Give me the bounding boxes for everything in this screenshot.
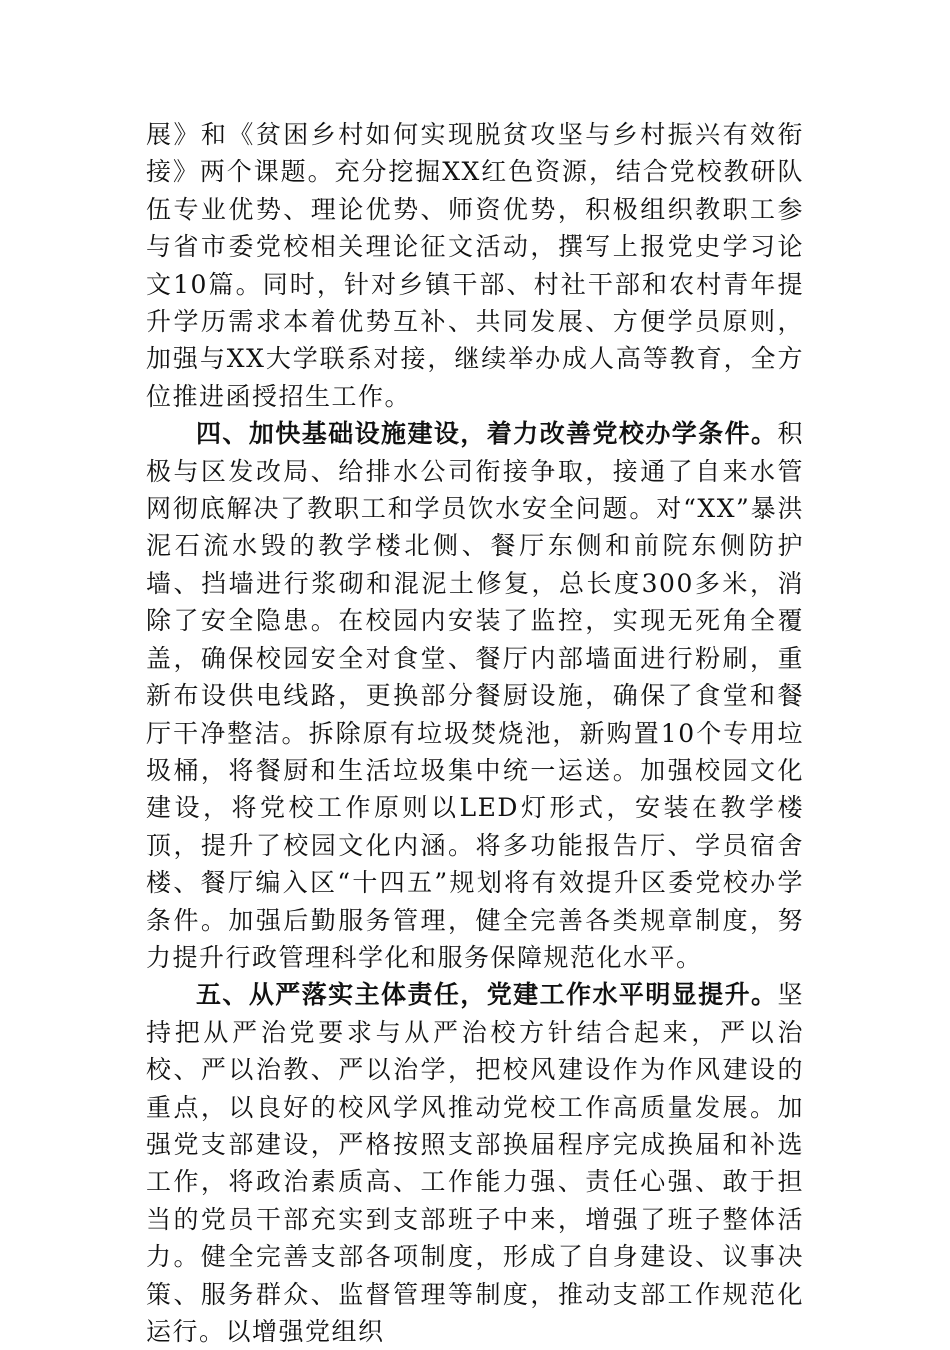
section-infrastructure [146,415,804,976]
section-infrastructure-heading: 四、加快基础设施建设，着力改善党校办学条件。 [196,419,778,449]
section-party-building-heading: 五、从严落实主体责任，党建工作水平明显提升。 [196,980,778,1010]
section-infrastructure-body: 积极与区发改局、给排水公司衔接争取，接通了自来水管网彻底解决了教职工和学员饮水安全问题。对“XX”暴洪泥石流水毁的教学楼北侧、餐厅东侧和前院东侧防护墙、挡墙进行浆砌和混泥土修复，总长度300多米，消除了安全隐患。在校园内安装了监控，实现无死角全覆盖，确保校园安全对食堂、餐厅内部墙面进行粉刷，重新布设供电线路，更换部分餐厨设施，确保了食堂和餐厅干净整洁。拆除原有垃圾焚烧池，新购置10个专用垃圾桶，将餐厨和生活垃圾集中统一运送。加强校园文化建设，将党校工作原则以LED灯形式，安装在教学楼顶，提升了校园文化内涵。将多功能报告厅、学员宿舍楼、餐厅编入区“十四五”规划将有效提升区委党校办学条件。加强后勤服务管理，健全完善各类规章制度，努力提升行政管理科学化和服务保障规范化水平。 [146,419,804,972]
paragraph-research-topics [146,116,804,415]
section-party-building-body: 坚持把从严治党要求与从严治校方针结合起来，严以治校、严以治教、严以治学，把校风建设作为作风建设的重点，以良好的校风学风推动党校工作高质量发展。加强党支部建设，严格按照支部换届程序完成换届和补选工作，将政治素质高、工作能力强、责任心强、敢于担当的党员干部充实到支部班子中来，增强了班子整体活力。健全完善支部各项制度，形成了自身建设、议事决策、服务群众、监督管理等制度，推动支部工作规范化运行。以增强党组织 [146,980,804,1346]
paragraph-research-topics-text: 展》和《贫困乡村如何实现脱贫攻坚与乡村振兴有效衔接》两个课题。充分挖掘XX红色资源，结合党校教研队伍专业优势、理论优势、师资优势，积极组织教职工参与省市委党校相关理论征文活动，撰写上报党史学习论文10篇。同时，针对乡镇干部、村社干部和农村青年提升学历需求本着优势互补、共同发展、方便学员原则，加强与XX大学联系对接，继续举办成人高等教育，全方位推进函授招生工作。 [146,120,804,411]
document-page [146,116,804,1350]
section-party-building [146,976,804,1350]
